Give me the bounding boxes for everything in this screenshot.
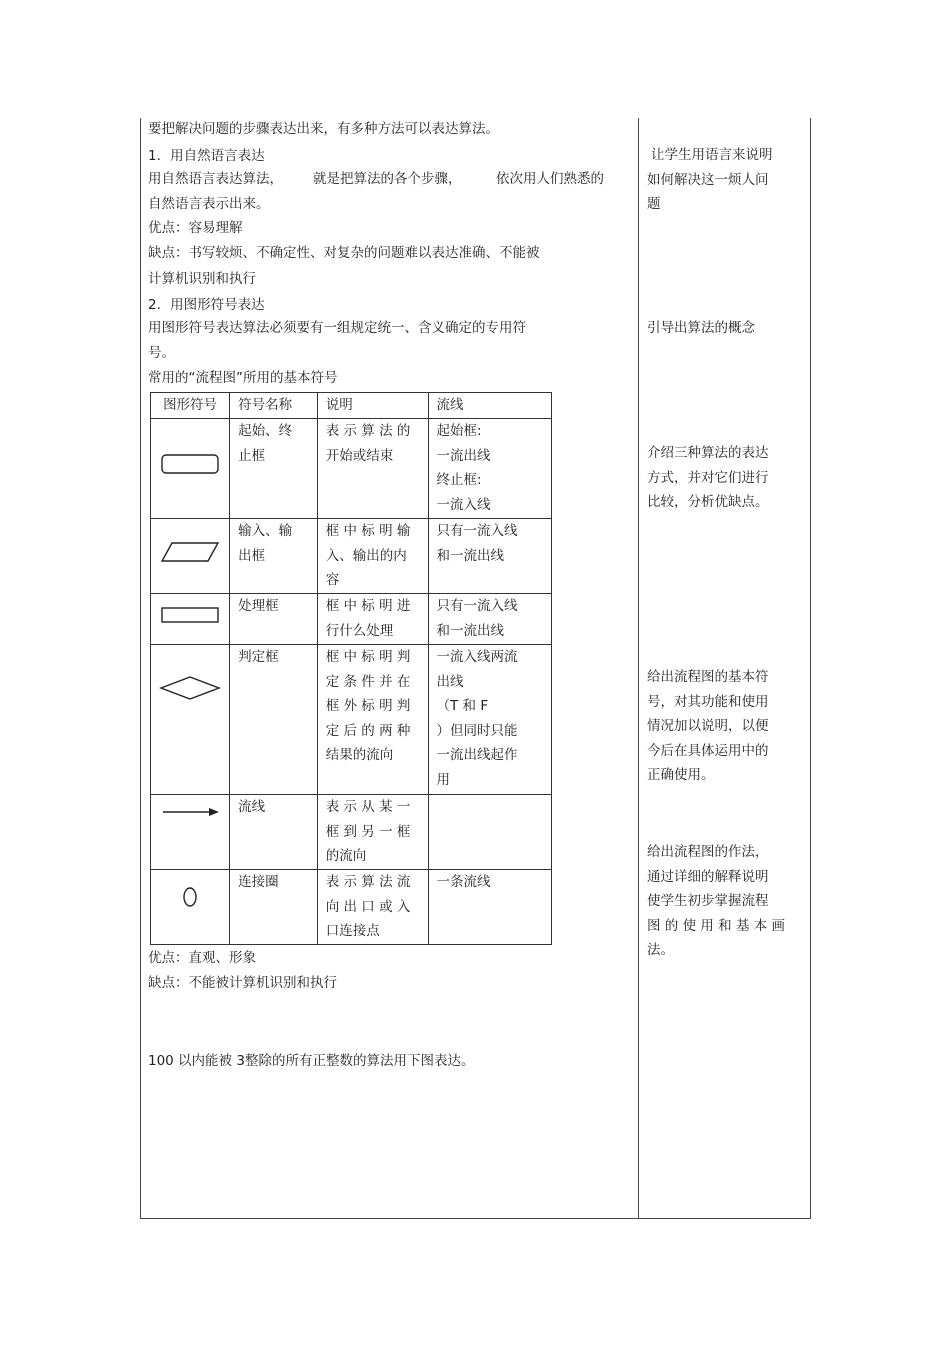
note3-line3: 比较，分析优缺点。: [647, 494, 769, 510]
row1-desc-l2: 开始或结束: [325, 447, 394, 464]
section2-pros: 优点：直观、形象: [148, 950, 256, 966]
row6-desc-l1: 表 示 算 法 流: [325, 874, 411, 890]
note4-line1: 给出流程图的基本符: [647, 669, 769, 685]
row4-flow-l2: 出线: [436, 673, 464, 690]
row1-name-l1: 起始、终: [238, 423, 293, 439]
intro-text: 要把解决问题的步骤表达出来，有多种方法可以表达算法。: [148, 121, 499, 137]
row2-name-l1: 输入、输: [238, 523, 293, 539]
table-row: [151, 870, 552, 945]
frame-bottom-border: [140, 1218, 811, 1219]
note5-line1: 给出流程图的作法，: [647, 844, 769, 860]
section1-line1-a: 用自然语言表达算法，: [148, 171, 283, 187]
note4-line3: 情况加以说明，以便: [647, 718, 769, 734]
note5-line3: 使学生初步掌握流程: [647, 893, 769, 909]
section1-title: 1．用自然语言表达: [148, 148, 265, 164]
row2-desc-l3: 容: [325, 572, 340, 588]
example-text: 100 以内能被 3整除的所有正整数的算法用下图表达。: [148, 1053, 475, 1069]
row1-desc-l1: 表 示 算 法 的: [325, 423, 411, 439]
section1-line2: 自然语言表示出来。: [148, 196, 270, 212]
section1-line1-b: 就是把算法的各个步骤，: [313, 171, 462, 187]
row5-desc-l1: 表 示 从 某 一: [325, 799, 411, 815]
note1-line3: 题: [647, 196, 661, 212]
teacher-note-2: [647, 316, 805, 341]
row3-desc-l1: 框 中 标 明 进: [325, 598, 411, 614]
frame-left-border: [140, 118, 141, 1218]
row3-flow-l1: 只有一流入线: [436, 598, 518, 614]
row4-flow-l3: （T 和 F: [436, 698, 489, 714]
table-row: [151, 795, 552, 870]
teacher-note-1: [647, 143, 805, 217]
section2-cons: 缺点：不能被计算机识别和执行: [148, 975, 337, 991]
table-row: [151, 419, 552, 519]
row6-desc-l2: 向 出 口 或 入: [325, 898, 411, 915]
note3-line1: 介绍三种算法的表达: [647, 445, 769, 461]
header-description: 说明: [317, 393, 428, 419]
row4-desc-l3: 框 外 标 明 判: [325, 698, 411, 714]
header-symbol: 图形符号: [151, 393, 230, 419]
section2-line2: 号。: [148, 345, 175, 361]
header-flowline: 流线: [428, 393, 551, 419]
row5-desc-l3: 的流向: [325, 848, 367, 864]
row2-name-l2: 出框: [238, 547, 266, 564]
section2-title: 2．用图形符号表达: [148, 297, 265, 313]
teacher-note-3: [647, 441, 805, 515]
io-symbol-icon: [151, 519, 230, 594]
flowchart-symbols-table: [150, 392, 552, 945]
row5-desc-l2: 框 到 另 一 框: [325, 823, 411, 840]
note5-line5: 法。: [647, 942, 674, 958]
connector-circle-icon: [151, 870, 230, 945]
row1-flow-l3: 终止框:: [436, 472, 482, 488]
row1-flow-l2: 一流出线: [436, 447, 491, 464]
table-header-row: [151, 393, 552, 419]
row1-flow-l4: 一流入线: [436, 496, 491, 513]
terminal-symbol-icon: [151, 419, 230, 519]
row4-flow-l6: 用: [436, 771, 451, 788]
row5-name-l1: 流线: [238, 799, 266, 815]
row4-flow-l1: 一流入线两流: [436, 649, 518, 665]
row4-name-l1: 判定框: [238, 649, 279, 665]
section2-line1: 用图形符号表达算法必须要有一组规定统一、含义确定的专用符: [148, 320, 526, 336]
note5-line2: 通过详细的解释说明: [647, 868, 769, 885]
note4-line5: 正确使用。: [647, 767, 715, 783]
row2-flow-l2: 和一流出线: [436, 547, 505, 564]
note4-line2: 号，对其功能和使用: [647, 693, 769, 710]
process-symbol-icon: [151, 594, 230, 645]
row2-desc-l1: 框 中 标 明 输: [325, 523, 411, 539]
note2-line1: 引导出算法的概念: [647, 320, 755, 336]
section1-line1-c: 依次用人们熟悉的: [496, 171, 604, 187]
row4-desc-l4: 定 后 的 两 种: [325, 722, 411, 739]
row6-desc-l3: 口连接点: [325, 923, 380, 939]
teacher-note-4: [647, 665, 805, 788]
frame-column-divider: [638, 118, 639, 1218]
note5-line4: 图 的 使 用 和 基 本 画: [647, 917, 786, 934]
row4-desc-l2: 定 条 件 并 在: [325, 673, 411, 690]
row6-flow-l1: 一条流线: [436, 874, 491, 890]
row1-name-l2: 止框: [238, 447, 266, 464]
row3-flow-l2: 和一流出线: [436, 622, 505, 639]
row4-desc-l1: 框 中 标 明 判: [325, 649, 411, 665]
section1-pros: 优点：容易理解: [148, 220, 243, 236]
note4-line4: 今后在具体运用中的: [647, 742, 769, 759]
section1-cons-line1: 缺点：书写较烦、不确定性、对复杂的问题难以表达准确、不能被: [148, 245, 540, 261]
row4-desc-l5: 结果的流向: [325, 747, 394, 763]
row3-name-l1: 处理框: [238, 598, 279, 614]
row3-desc-l2: 行什么处理: [325, 622, 394, 639]
note1-line1: 让学生用语言来说明: [651, 147, 773, 163]
section1-cons-line2: 计算机识别和执行: [148, 271, 256, 287]
teacher-note-5: [647, 840, 805, 963]
table-caption: 常用的“流程图”所用的基本符号: [148, 370, 338, 386]
row2-flow-l1: 只有一流入线: [436, 523, 518, 539]
row1-flow-l1: 起始框:: [436, 423, 482, 439]
header-name: 符号名称: [230, 393, 318, 419]
table-row: [151, 594, 552, 645]
note1-line2: 如何解决这一烦人问: [647, 171, 769, 188]
frame-right-border: [810, 118, 811, 1218]
flowline-arrow-icon: [151, 795, 230, 870]
table-row: [151, 519, 552, 594]
table-row: [151, 645, 552, 795]
row6-name-l1: 连接圈: [238, 874, 279, 890]
row4-flow-l4: ）但同时只能: [436, 722, 518, 739]
note3-line2: 方式，并对它们进行: [647, 469, 769, 486]
row2-desc-l2: 入、输出的内: [325, 547, 407, 564]
row4-flow-l5: 一流出线起作: [436, 747, 518, 763]
decision-symbol-icon: [151, 645, 230, 795]
